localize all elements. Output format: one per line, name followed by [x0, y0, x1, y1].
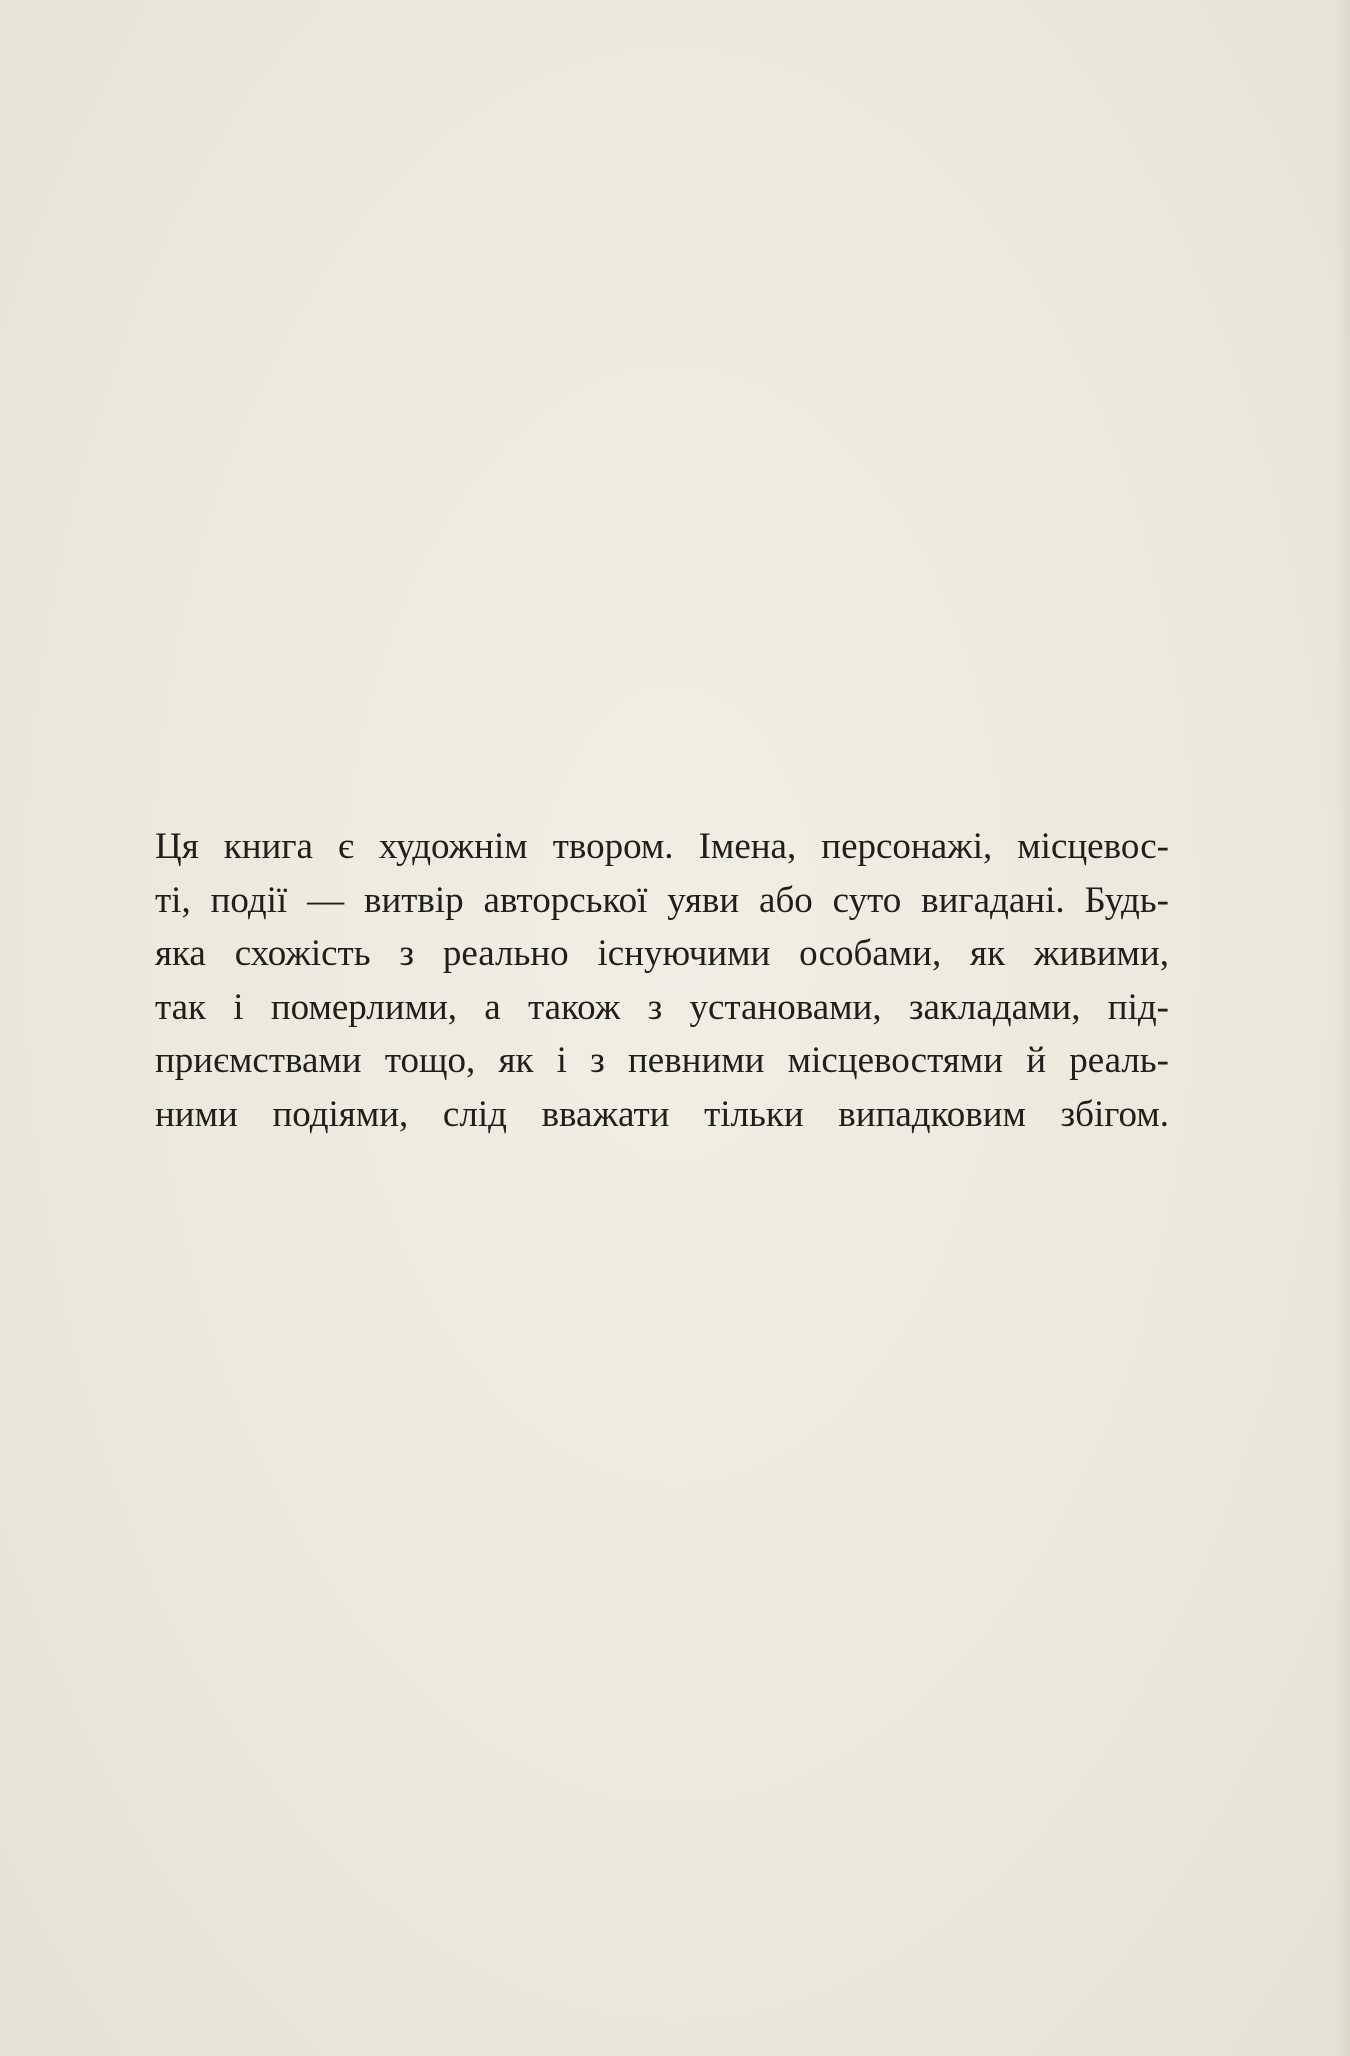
page-edge-shadow [1336, 0, 1350, 2056]
disclaimer-line: Ця книга є художнім твором. Імена, персонажі, місцевос- [155, 826, 1169, 867]
disclaimer-line: так і померлими, а також з установами, закладами, під- [155, 986, 1169, 1028]
disclaimer-line: приємствами тощо, як і з певними місцевостями й реаль- [155, 1040, 1169, 1081]
disclaimer-line: ті, події — витвір авторської уяви або суто вигадані. Будь- [155, 879, 1169, 921]
disclaimer-line: ними подіями, слід вважати тільки випадковим збігом. [155, 1093, 1169, 1135]
disclaimer-line: яка схожість з реально існуючими особами, як живими, [155, 933, 1169, 974]
copyright-disclaimer [155, 820, 1169, 1141]
